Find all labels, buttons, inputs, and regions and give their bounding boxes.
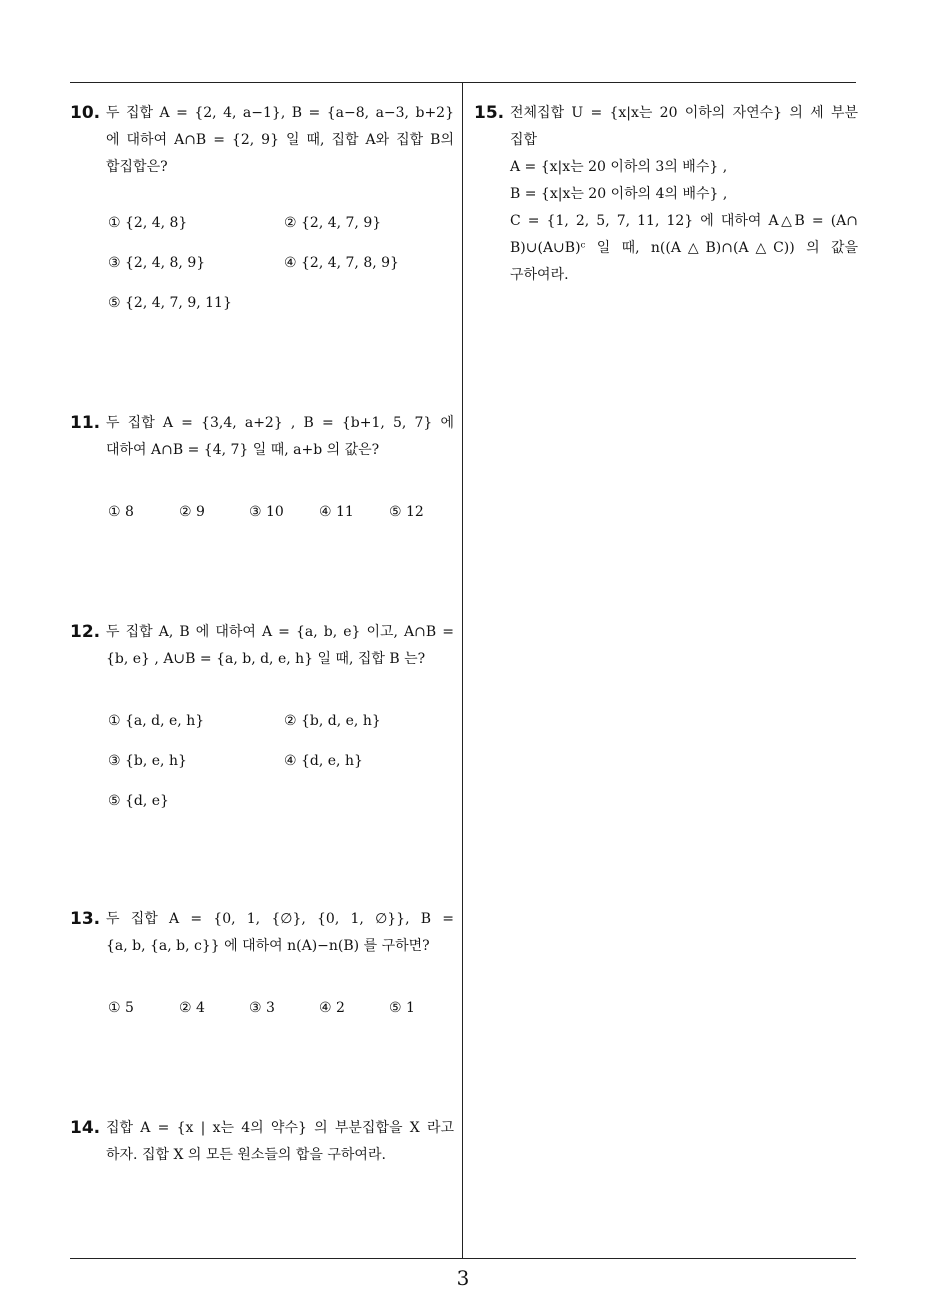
problem-15 [474,100,858,289]
problem-number: 12. [70,622,101,642]
problem-number: 13. [70,909,101,929]
column-divider [462,82,463,1258]
problem-text: 하자. 집합 X 의 모든 원소들의 합을 구하여라. [106,1147,386,1163]
answer-choice-2[interactable]: ② {2, 4, 7, 9} [284,215,382,231]
answer-choice-2[interactable]: ② 9 [179,504,205,520]
answer-choice-3[interactable]: ③ {b, e, h} [108,753,187,769]
answer-choice-5[interactable]: ⑤ 12 [389,504,424,520]
answer-choice-1[interactable]: ① 8 [108,504,134,520]
footer-rule [70,1258,856,1259]
answer-choice-4[interactable]: ④ {d, e, h} [284,753,363,769]
answer-choice-3[interactable]: ③ {2, 4, 8, 9} [108,255,206,271]
problem-text: 에 대하여 A∩B = {2, 9} 일 때, 집합 A와 집합 B의 [106,132,454,148]
answer-choice-5[interactable]: ⑤ {d, e} [108,793,169,809]
header-rule [70,82,856,83]
problem-text: 두 집합 A = {3,4, a+2} , B = {b+1, 5, 7} 에 [106,415,454,431]
page-number: 3 [456,1266,470,1290]
answer-choice-1[interactable]: ① {a, d, e, h} [108,713,205,729]
answer-choice-3[interactable]: ③ 3 [249,1000,275,1016]
problem-text: 대하여 A∩B = {4, 7} 일 때, a+b 의 값은? [106,442,380,458]
answer-choice-2[interactable]: ② {b, d, e, h} [284,713,381,729]
problem-text: 두 집합 A = {0, 1, {∅}, {0, 1, ∅}}, B = [106,911,454,927]
answer-choice-3[interactable]: ③ 10 [249,504,284,520]
problem-13 [70,906,454,1016]
answer-choice-5[interactable]: ⑤ 1 [389,1000,415,1016]
problem-text: 구하여라. [510,267,569,283]
problem-number: 15. [474,103,505,123]
answer-choice-5[interactable]: ⑤ {2, 4, 7, 9, 11} [108,295,232,311]
problem-11 [70,410,454,520]
problem-number: 11. [70,413,101,433]
problem-14 [70,1115,454,1169]
problem-text: 합집합은? [106,159,168,175]
problem-text: {b, e} , A∪B = {a, b, d, e, h} 일 때, 집합 B 는? [106,651,426,667]
problem-text: {a, b, {a, b, c}} 에 대하여 n(A)−n(B) 를 구하면? [106,938,430,954]
problem-12 [70,619,454,809]
problem-number: 14. [70,1118,101,1138]
problem-text: 집합 A = {x | x는 4의 약수} 의 부분집합을 X 라고 [106,1120,454,1136]
problem-text: B)∪(A∪B)ᶜ 일 때, n((A△B)∩(A△C)) 의 값을 [510,240,858,256]
problem-text: 집합 [510,132,538,148]
problem-text: 두 집합 A, B 에 대하여 A = {a, b, e} 이고, A∩B = [106,624,454,640]
problem-text: 두 집합 A = {2, 4, a−1}, B = {a−8, a−3, b+2} [106,105,454,121]
answer-choice-1[interactable]: ① 5 [108,1000,134,1016]
answer-choice-4[interactable]: ④ 11 [319,504,354,520]
problem-text: A = {x|x는 20 이하의 3의 배수} , [510,159,728,175]
problem-text: 전체집합 U = {x|x는 20 이하의 자연수} 의 세 부분 [510,105,858,121]
answer-choice-2[interactable]: ② 4 [179,1000,205,1016]
answer-choice-4[interactable]: ④ 2 [319,1000,345,1016]
answer-choice-4[interactable]: ④ {2, 4, 7, 8, 9} [284,255,399,271]
problem-10 [70,100,454,311]
problem-text: B = {x|x는 20 이하의 4의 배수} , [510,186,728,202]
problem-number: 10. [70,103,101,123]
problem-text: C = {1, 2, 5, 7, 11, 12} 에 대하여 A△B = (A∩ [510,213,858,229]
answer-choice-1[interactable]: ① {2, 4, 8} [108,215,188,231]
